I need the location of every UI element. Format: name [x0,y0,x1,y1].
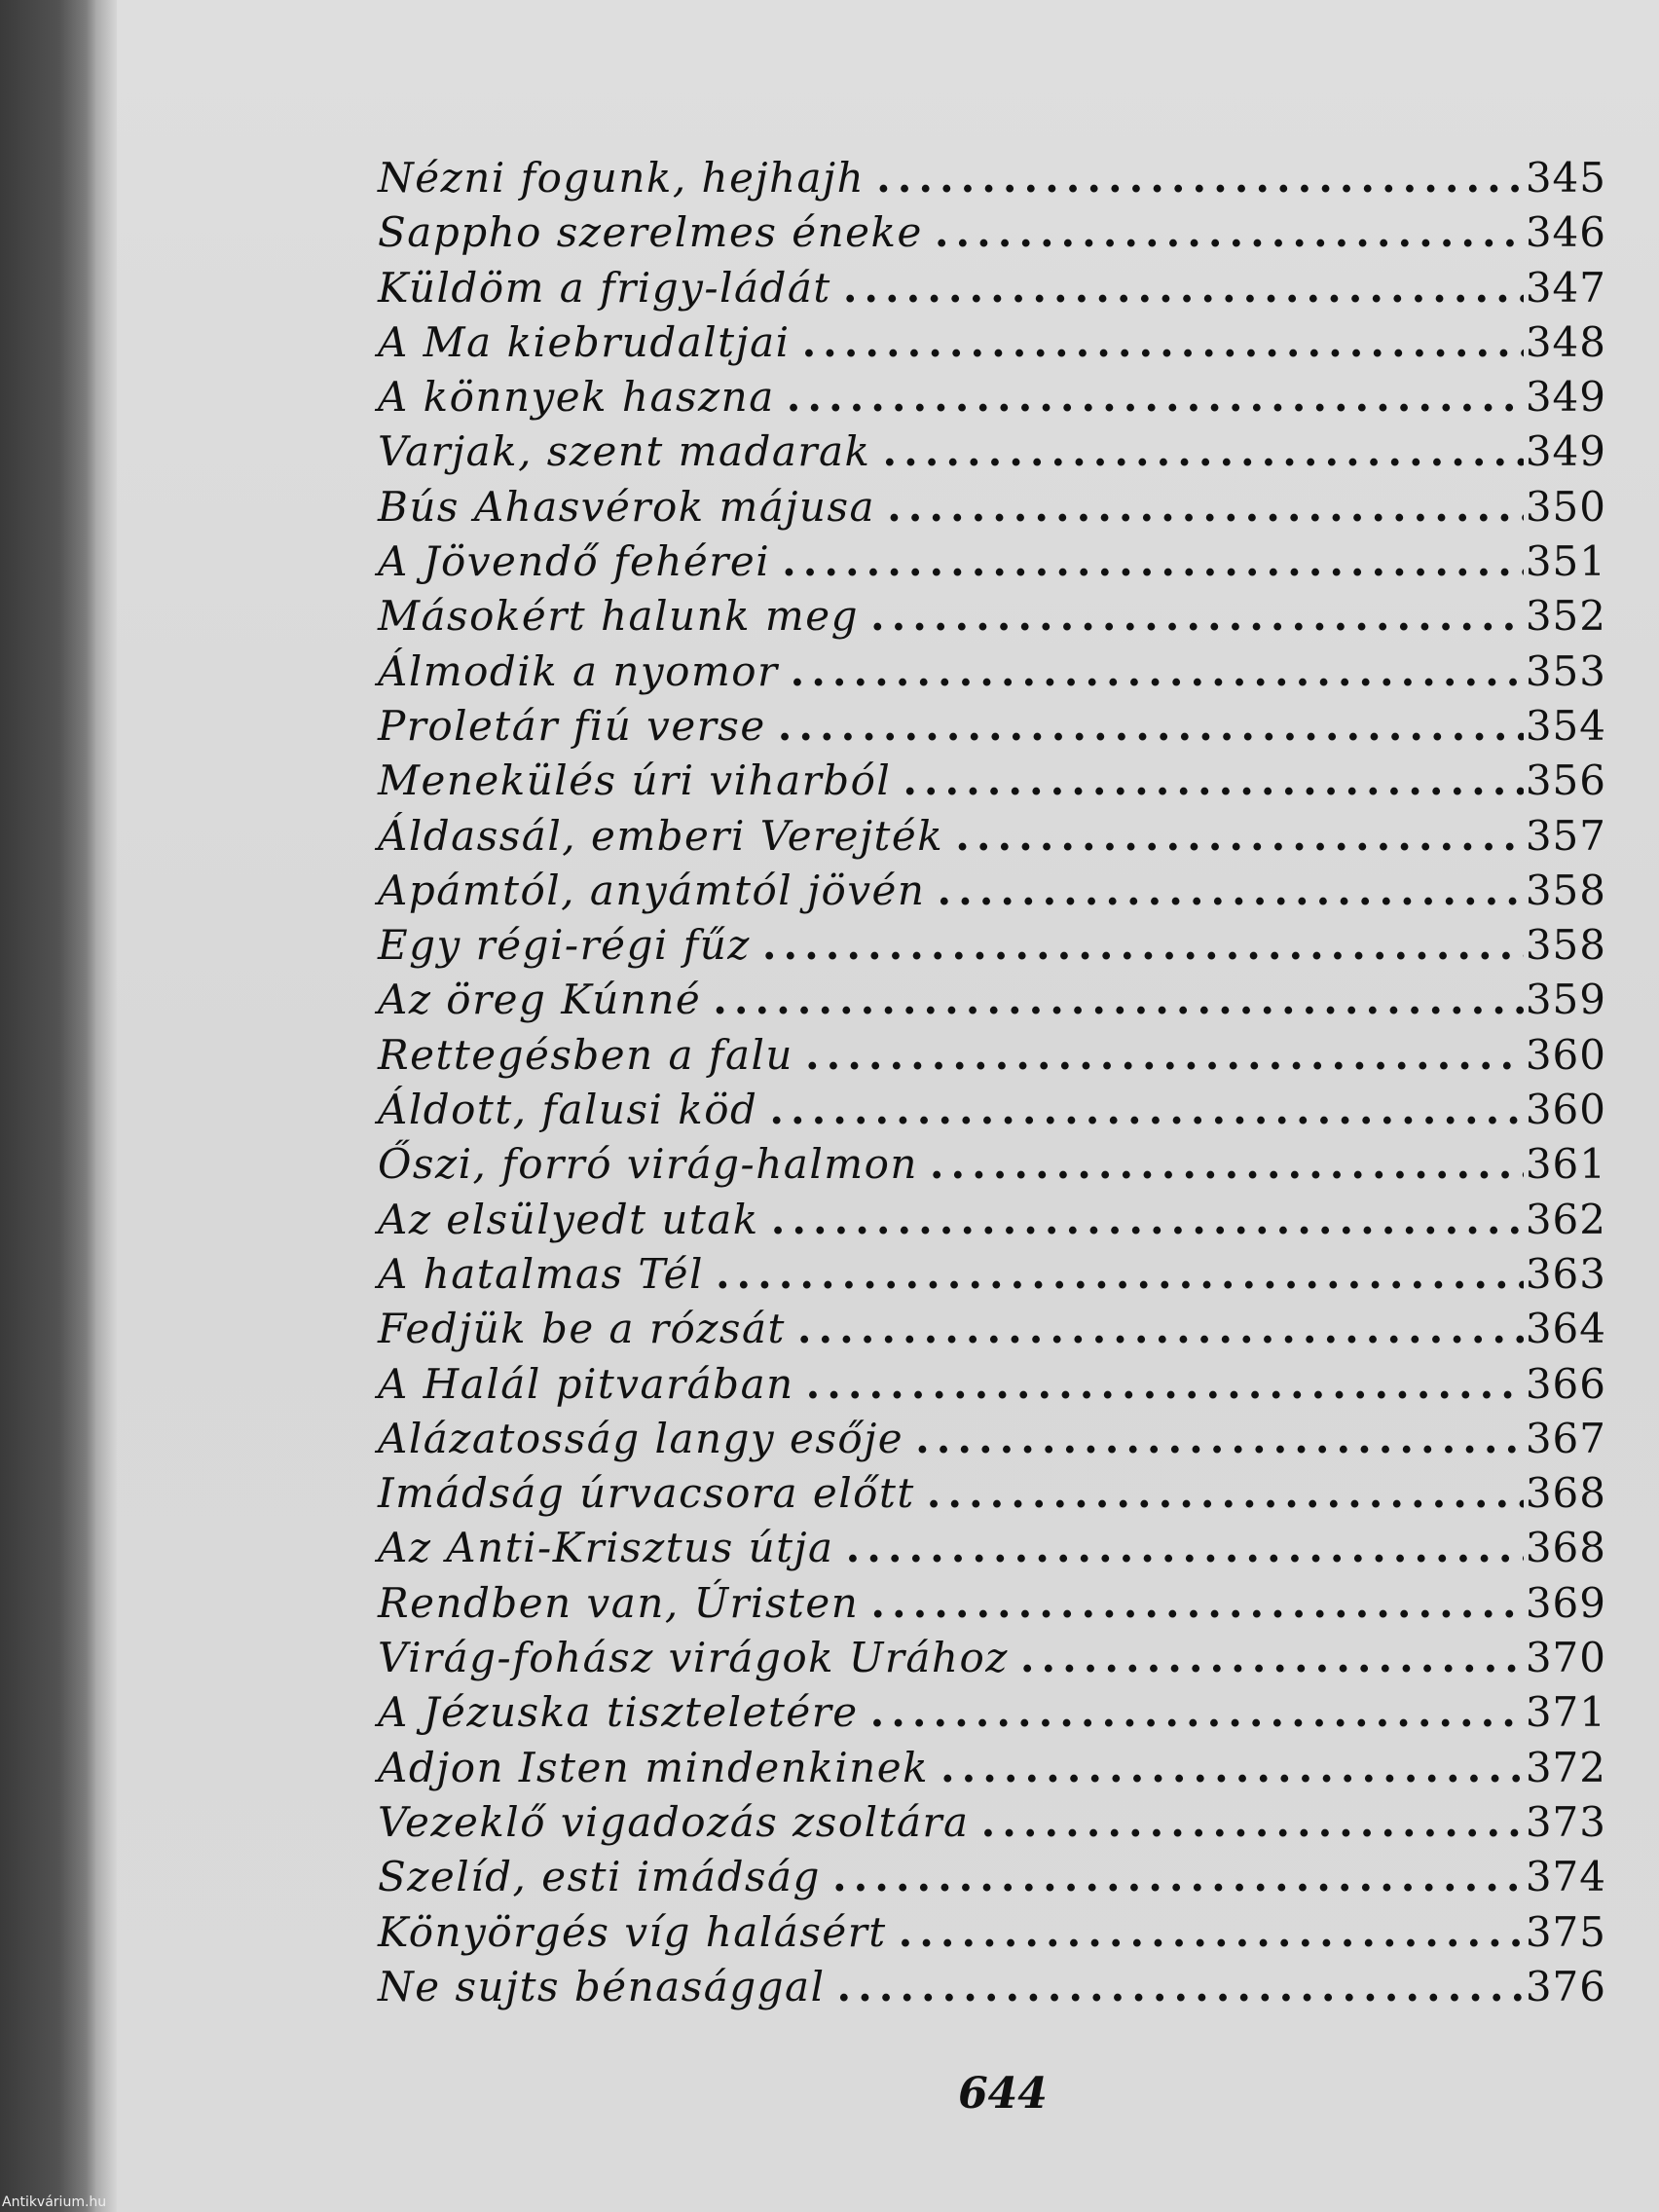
toc-entry-page: 374 [1525,1853,1606,1901]
page-edge-shadow [95,0,117,2212]
toc-entry [378,1140,1606,1195]
toc-dot-leader [797,1305,1524,1352]
toc-dot-leader [771,1196,1524,1243]
toc-entry-title: Sappho szerelmes éneke [378,208,923,257]
toc-dot-leader [713,976,1524,1023]
toc-dot-leader [762,921,1524,969]
toc-entry [378,647,1606,702]
toc-dot-leader [787,373,1524,421]
toc-entry-title: Alázatosság langy esője [378,1414,904,1462]
toc-entry-title: Áldassál, emberi Verejték [378,811,944,860]
toc-entry-page: 363 [1525,1249,1606,1298]
toc-dot-leader [778,702,1524,750]
toc-dot-leader [955,812,1524,860]
toc-entry-page: 367 [1525,1414,1606,1462]
toc-entry-title: Nézni fogunk, hejhajh [378,154,866,202]
toc-entry [378,264,1606,318]
toc-entry-title: A könnyek haszna [378,373,775,422]
toc-entry-page: 347 [1525,263,1606,312]
toc-entry [378,1250,1606,1305]
toc-entry-page: 358 [1525,921,1606,970]
toc-entry [378,1798,1606,1853]
toc-entry-title: Bús Ahasvérok májusa [378,482,876,531]
toc-entry-page: 359 [1525,976,1606,1024]
toc-entry-title: A Ma kiebrudaltjai [378,317,791,366]
toc-entry-page: 352 [1525,592,1606,641]
toc-entry [378,1305,1606,1359]
toc-entry [378,1196,1606,1250]
toc-dot-leader [832,1853,1524,1900]
toc-entry-title: A Jézuska tiszteletére [378,1688,859,1737]
toc-entry-page: 361 [1525,1140,1606,1189]
toc-dot-leader [935,208,1524,256]
toc-dot-leader [899,1908,1524,1956]
toc-entry-title: A Jövendő fehérei [378,537,771,586]
toc-entry-page: 346 [1525,208,1606,257]
toc-entry-title: Álmodik a nyomor [378,646,779,695]
toc-entry-title: Apámtól, anyámtól jövén [378,866,926,914]
toc-entry [378,1963,1606,2017]
toc-dot-leader [876,154,1524,202]
toc-entry-title: Vezeklő vigadozás zsoltára [378,1797,970,1846]
toc-entry-page: 357 [1525,811,1606,860]
toc-dot-leader [930,1140,1524,1188]
toc-entry-page: 353 [1525,646,1606,695]
toc-entry [378,976,1606,1030]
toc-entry [378,1469,1606,1524]
toc-entry-page: 376 [1525,1962,1606,2010]
toc-dot-leader [802,318,1524,366]
toc-entry-page: 348 [1525,317,1606,366]
toc-entry [378,1908,1606,1963]
toc-entry-title: Adjon Isten mindenkinek [378,1743,930,1791]
page-number: 644 [958,2069,1048,2119]
toc-entry [378,154,1606,208]
toc-dot-leader [887,483,1524,531]
toc-dot-leader [981,1798,1524,1846]
toc-dot-leader [806,1360,1524,1408]
toc-dot-leader [915,1415,1524,1462]
toc-entry-title: Őszi, forró virág-halmon [378,1140,918,1189]
toc-entry-title: Az öreg Kúnné [378,976,702,1024]
toc-entry-page: 349 [1525,427,1606,476]
book-spine [0,0,95,2212]
toc-dot-leader [837,1963,1524,2010]
toc-entry [378,1688,1606,1743]
toc-entry-page: 351 [1525,537,1606,586]
toc-entry-page: 370 [1525,1634,1606,1682]
toc-entry [378,1524,1606,1578]
toc-entry-title: Könyörgés víg halásért [378,1907,887,1956]
toc-entry-title: Másokért halunk meg [378,592,859,641]
toc-entry-page: 345 [1525,154,1606,202]
toc-entry [378,318,1606,373]
toc-entry [378,866,1606,921]
toc-entry-page: 350 [1525,482,1606,531]
toc-entry [378,1415,1606,1469]
toc-entry-title: Menekülés úri viharból [378,756,892,805]
toc-entry-page: 375 [1525,1907,1606,1956]
toc-entry [378,702,1606,756]
toc-dot-leader [846,1524,1524,1571]
toc-entry-title: Rendben van, Úristen [378,1578,860,1627]
toc-entry [378,812,1606,866]
toc-dot-leader [791,647,1524,695]
toc-dot-leader [769,1086,1523,1133]
toc-entry-page: 366 [1525,1359,1606,1408]
toc-dot-leader [882,427,1523,475]
toc-dot-leader [870,1579,1524,1627]
toc-dot-leader [1020,1634,1524,1681]
toc-entry-title: A hatalmas Tél [378,1249,704,1298]
toc-entry-page: 360 [1525,1086,1606,1134]
toc-entry-title: Egy régi-régi fűz [378,921,751,970]
toc-entry-title: Proletár fiú verse [378,701,766,750]
toc-entry [378,1360,1606,1415]
toc-entry [378,427,1606,482]
toc-dot-leader [805,1031,1524,1079]
toc-entry-page: 354 [1525,701,1606,750]
toc-entry-page: 372 [1525,1743,1606,1791]
toc-entry-page: 371 [1525,1688,1606,1737]
toc-entry [378,208,1606,263]
toc-dot-leader [927,1469,1524,1517]
toc-entry [378,592,1606,646]
toc-dot-leader [782,537,1524,585]
toc-entry-title: Küldöm a frigy-ládát [378,263,831,312]
toc-entry [378,1634,1606,1688]
toc-entry-title: Rettegésben a falu [378,1030,793,1079]
toc-entry-title: Fedjük be a rózsát [378,1305,786,1353]
toc-entry-page: 362 [1525,1195,1606,1243]
toc-entry-page: 356 [1525,756,1606,805]
toc-entry [378,921,1606,976]
watermark: Antikvárium.hu [2,2194,107,2210]
toc-dot-leader [843,264,1524,312]
toc-dot-leader [937,866,1523,914]
toc-dot-leader [870,1688,1524,1736]
toc-entry-title: Imádság úrvacsora előtt [378,1469,915,1518]
toc-entry-page: 358 [1525,866,1606,914]
toc-entry-title: Az Anti-Krisztus útja [378,1524,834,1572]
toc-dot-leader [870,592,1524,640]
toc-entry [378,373,1606,427]
toc-entry-page: 368 [1525,1469,1606,1518]
toc-entry [378,1579,1606,1634]
toc-entry [378,1086,1606,1140]
toc-entry [378,1853,1606,1907]
toc-dot-leader [716,1250,1524,1298]
toc-entry-page: 360 [1525,1030,1606,1079]
toc-entry [378,1744,1606,1798]
toc-entry-title: Szelíd, esti imádság [378,1853,821,1901]
table-of-contents [378,154,1606,2017]
toc-entry-title: Virág-fohász virágok Urához [378,1634,1009,1682]
toc-entry [378,1031,1606,1086]
toc-entry-page: 364 [1525,1305,1606,1353]
toc-entry-page: 369 [1525,1578,1606,1627]
toc-entry-title: Az elsülyedt utak [378,1195,759,1243]
toc-entry-page: 368 [1525,1524,1606,1572]
toc-dot-leader [903,756,1524,804]
toc-entry-page: 373 [1525,1797,1606,1846]
toc-entry-page: 349 [1525,373,1606,422]
toc-entry [378,537,1606,592]
toc-dot-leader [940,1744,1524,1791]
toc-entry-title: Ne sujts bénasággal [378,1962,826,2010]
toc-entry-title: A Halál pitvarában [378,1359,794,1408]
toc-entry-title: Varjak, szent madarak [378,427,871,476]
toc-entry [378,483,1606,537]
toc-entry-title: Áldott, falusi köd [378,1086,758,1134]
toc-entry [378,756,1606,811]
